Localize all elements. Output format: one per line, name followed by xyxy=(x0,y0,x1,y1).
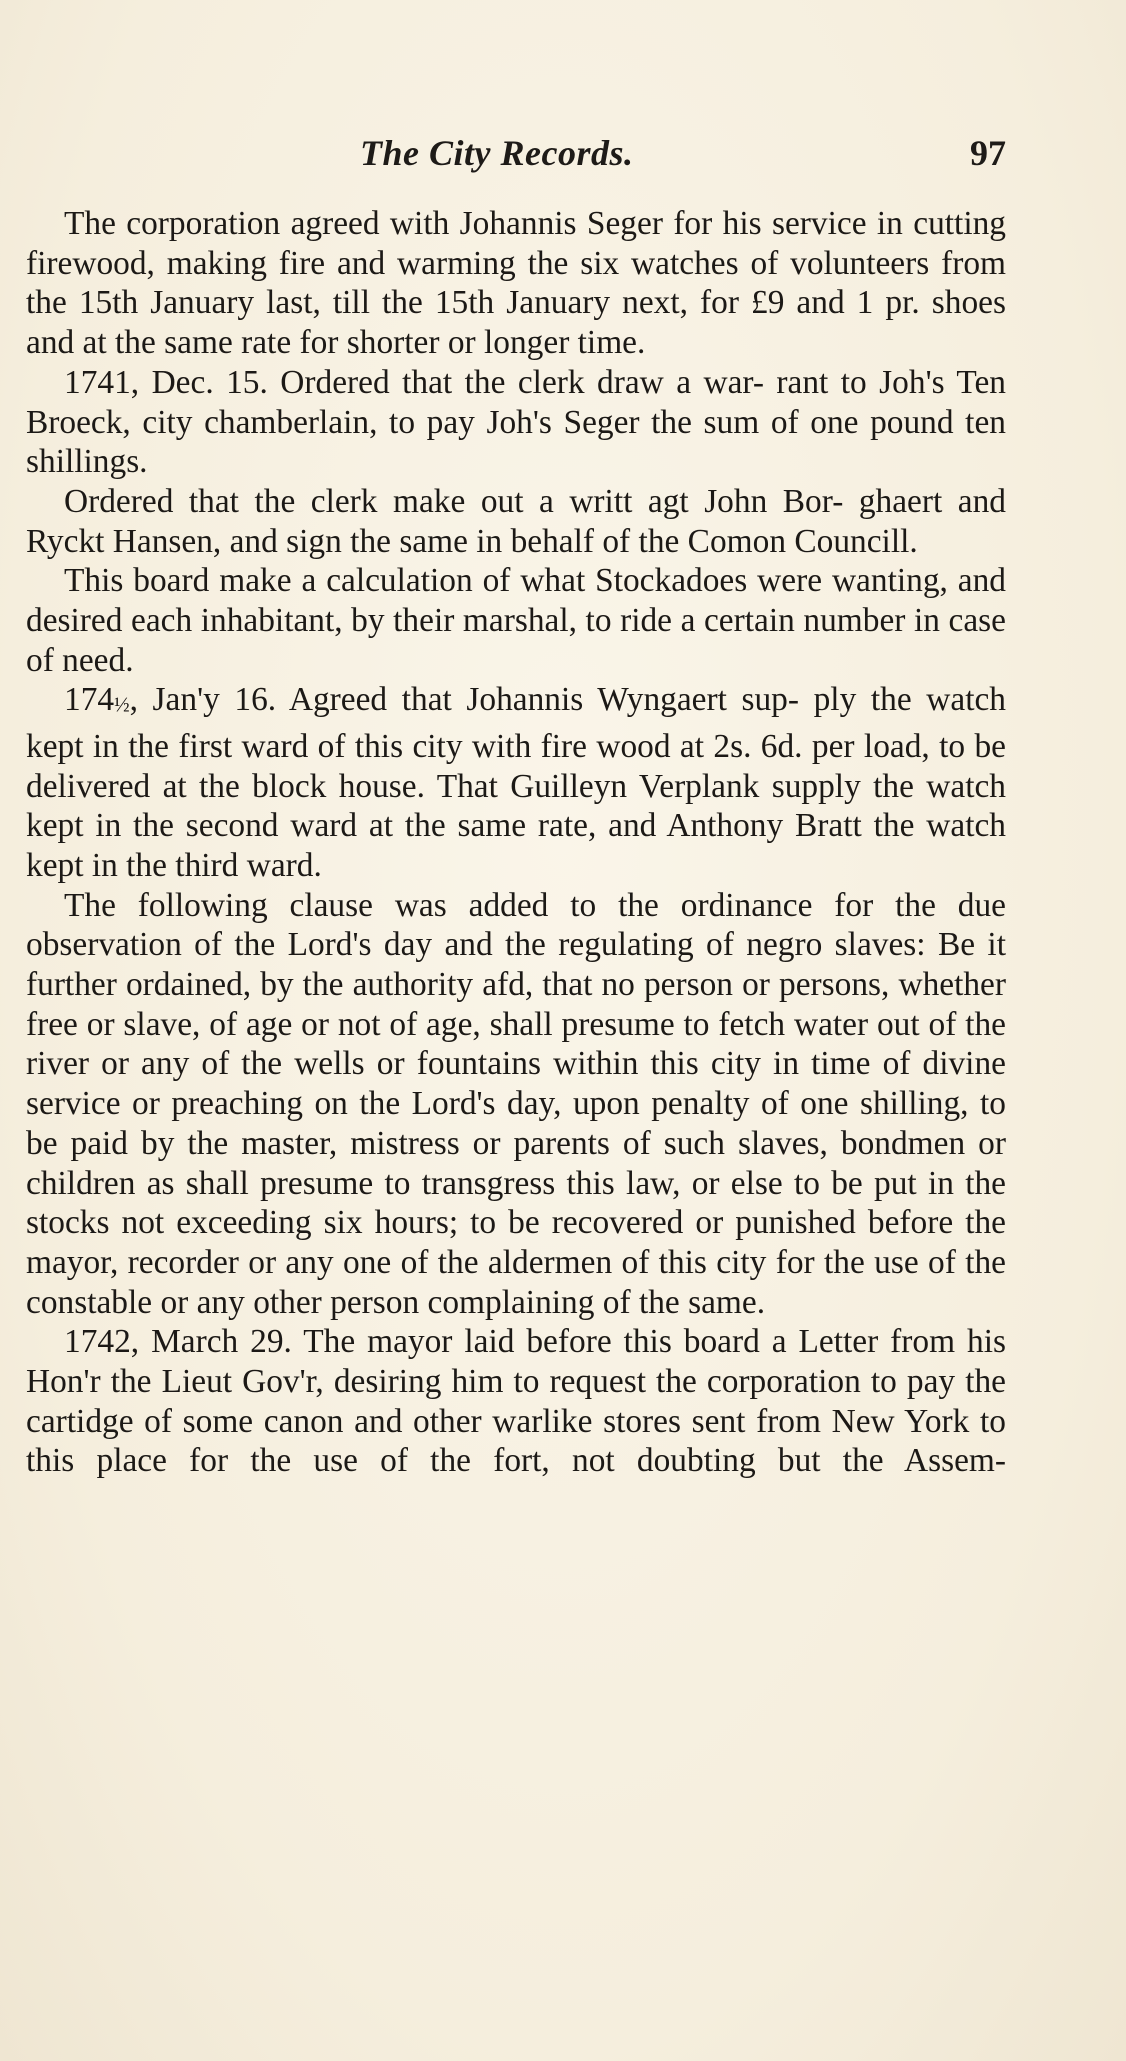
text-line: were wanting, and desired each inhabitant, by their xyxy=(26,562,1006,640)
text-line: aldermen of this city for the use of the constable or any xyxy=(26,1243,1007,1321)
running-title: The City Records. xyxy=(360,133,634,173)
text-line: 1741, Dec. 15. Ordered that the clerk draw a war- xyxy=(64,363,764,401)
paragraph-ordinance-clause xyxy=(26,886,1006,1323)
text-line: age or not of age, shall presume to fetch water out of the xyxy=(245,1005,1006,1043)
text-line: the watch kept in the third ward. xyxy=(26,807,1006,884)
text-line: ghaert and Ryckt Hansen, and sign the same in behalf of xyxy=(26,482,1006,560)
paragraph-stockadoes xyxy=(26,561,1006,680)
text-line: wood at 2s. 6d. per load, to be delivered at the block xyxy=(26,727,1006,805)
text-line: time of divine service or preaching on the Lord's day, xyxy=(26,1045,1006,1123)
year-prefix: 174 xyxy=(64,681,115,719)
text-line: 1742, March 29. The mayor laid before this board a xyxy=(64,1323,787,1361)
text-line: as shall presume to transgress this law, or else to be put xyxy=(146,1164,917,1202)
paragraph-writt xyxy=(26,482,1006,561)
text-line: the 15th January next, for £9 and 1 pr. shoes and at the xyxy=(26,284,1006,362)
paragraph-1742-march-29 xyxy=(26,1322,1006,1481)
year-fraction: ½ xyxy=(114,695,130,718)
text-line: marshal, to ride a certain number in case of need. xyxy=(26,602,1006,679)
text-line: This board make a calculation of what Stockadoes xyxy=(64,562,748,600)
text-line: Seger the sum of one pound ten shillings. xyxy=(26,403,1006,481)
text-line: place for the use of the fort, not doubting but the Assem- xyxy=(96,1442,1006,1480)
text-line: same rate for shorter or longer time. xyxy=(164,324,646,362)
text-line: request the corporation to pay the cartidge of some canon xyxy=(26,1363,1006,1440)
text-line: The corporation agreed with Johannis Seger for his xyxy=(64,205,762,242)
text-line: the due observation of the Lord's day and the regulating xyxy=(26,886,1006,964)
text-line: rant to Joh's Ten Broeck, city chamberlain, to pay Joh's xyxy=(26,363,1006,441)
page-number: 97 xyxy=(970,133,1006,173)
text-line: river or any of the wells or fountains within this city in xyxy=(26,1045,800,1083)
body-text xyxy=(26,204,1006,1481)
text-line: house. That Guilleyn Verplank supply the watch kept xyxy=(26,767,1006,845)
text-line: other person complaining of the same. xyxy=(253,1283,766,1321)
paragraph-1741-jany-16 xyxy=(26,680,1006,885)
text-line: mistress or parents of such slaves, bondmen or children xyxy=(26,1124,1006,1202)
text-line: the Comon Councill. xyxy=(638,522,918,560)
paragraph-1741-dec-15 xyxy=(26,363,1006,482)
text-line: of negro slaves: Be it further ordained, by the authority xyxy=(26,926,1006,1004)
text-line: and other warlike stores sent from New York to this xyxy=(26,1402,1006,1480)
text-line: upon penalty of one shilling, to be paid by the master, xyxy=(26,1085,1006,1162)
text-line: in the stocks not exceeding six hours; to be recovered or xyxy=(26,1164,1006,1242)
text-line: The following clause was added to the ordinance for xyxy=(64,886,874,924)
text-line: Ordered that the clerk make out a writt agt John Bor- xyxy=(64,482,844,520)
text-line: service in cutting firewood, making fire and warming the xyxy=(26,205,1006,282)
text-line: Letter from his Hon'r the Lieut Gov'r, desiring him to xyxy=(26,1323,1006,1401)
running-head xyxy=(26,132,1006,182)
paragraph-seger-agreement xyxy=(26,204,1006,363)
text-line: , Jan'y 16. Agreed that Johannis Wyngaert sup- xyxy=(129,681,799,719)
text-line: punished before the mayor, recorder or any one of the xyxy=(26,1204,1006,1281)
text-line: ply the watch kept in the first ward of this city with fire xyxy=(26,681,1006,765)
text-line: in the second ward at the same rate, and Anthony Bratt xyxy=(95,807,862,845)
text-line: six watches of volunteers from the 15th January last, till xyxy=(26,244,1006,322)
text-line: afd, that no person or persons, whether free or slave, of xyxy=(26,966,1006,1043)
